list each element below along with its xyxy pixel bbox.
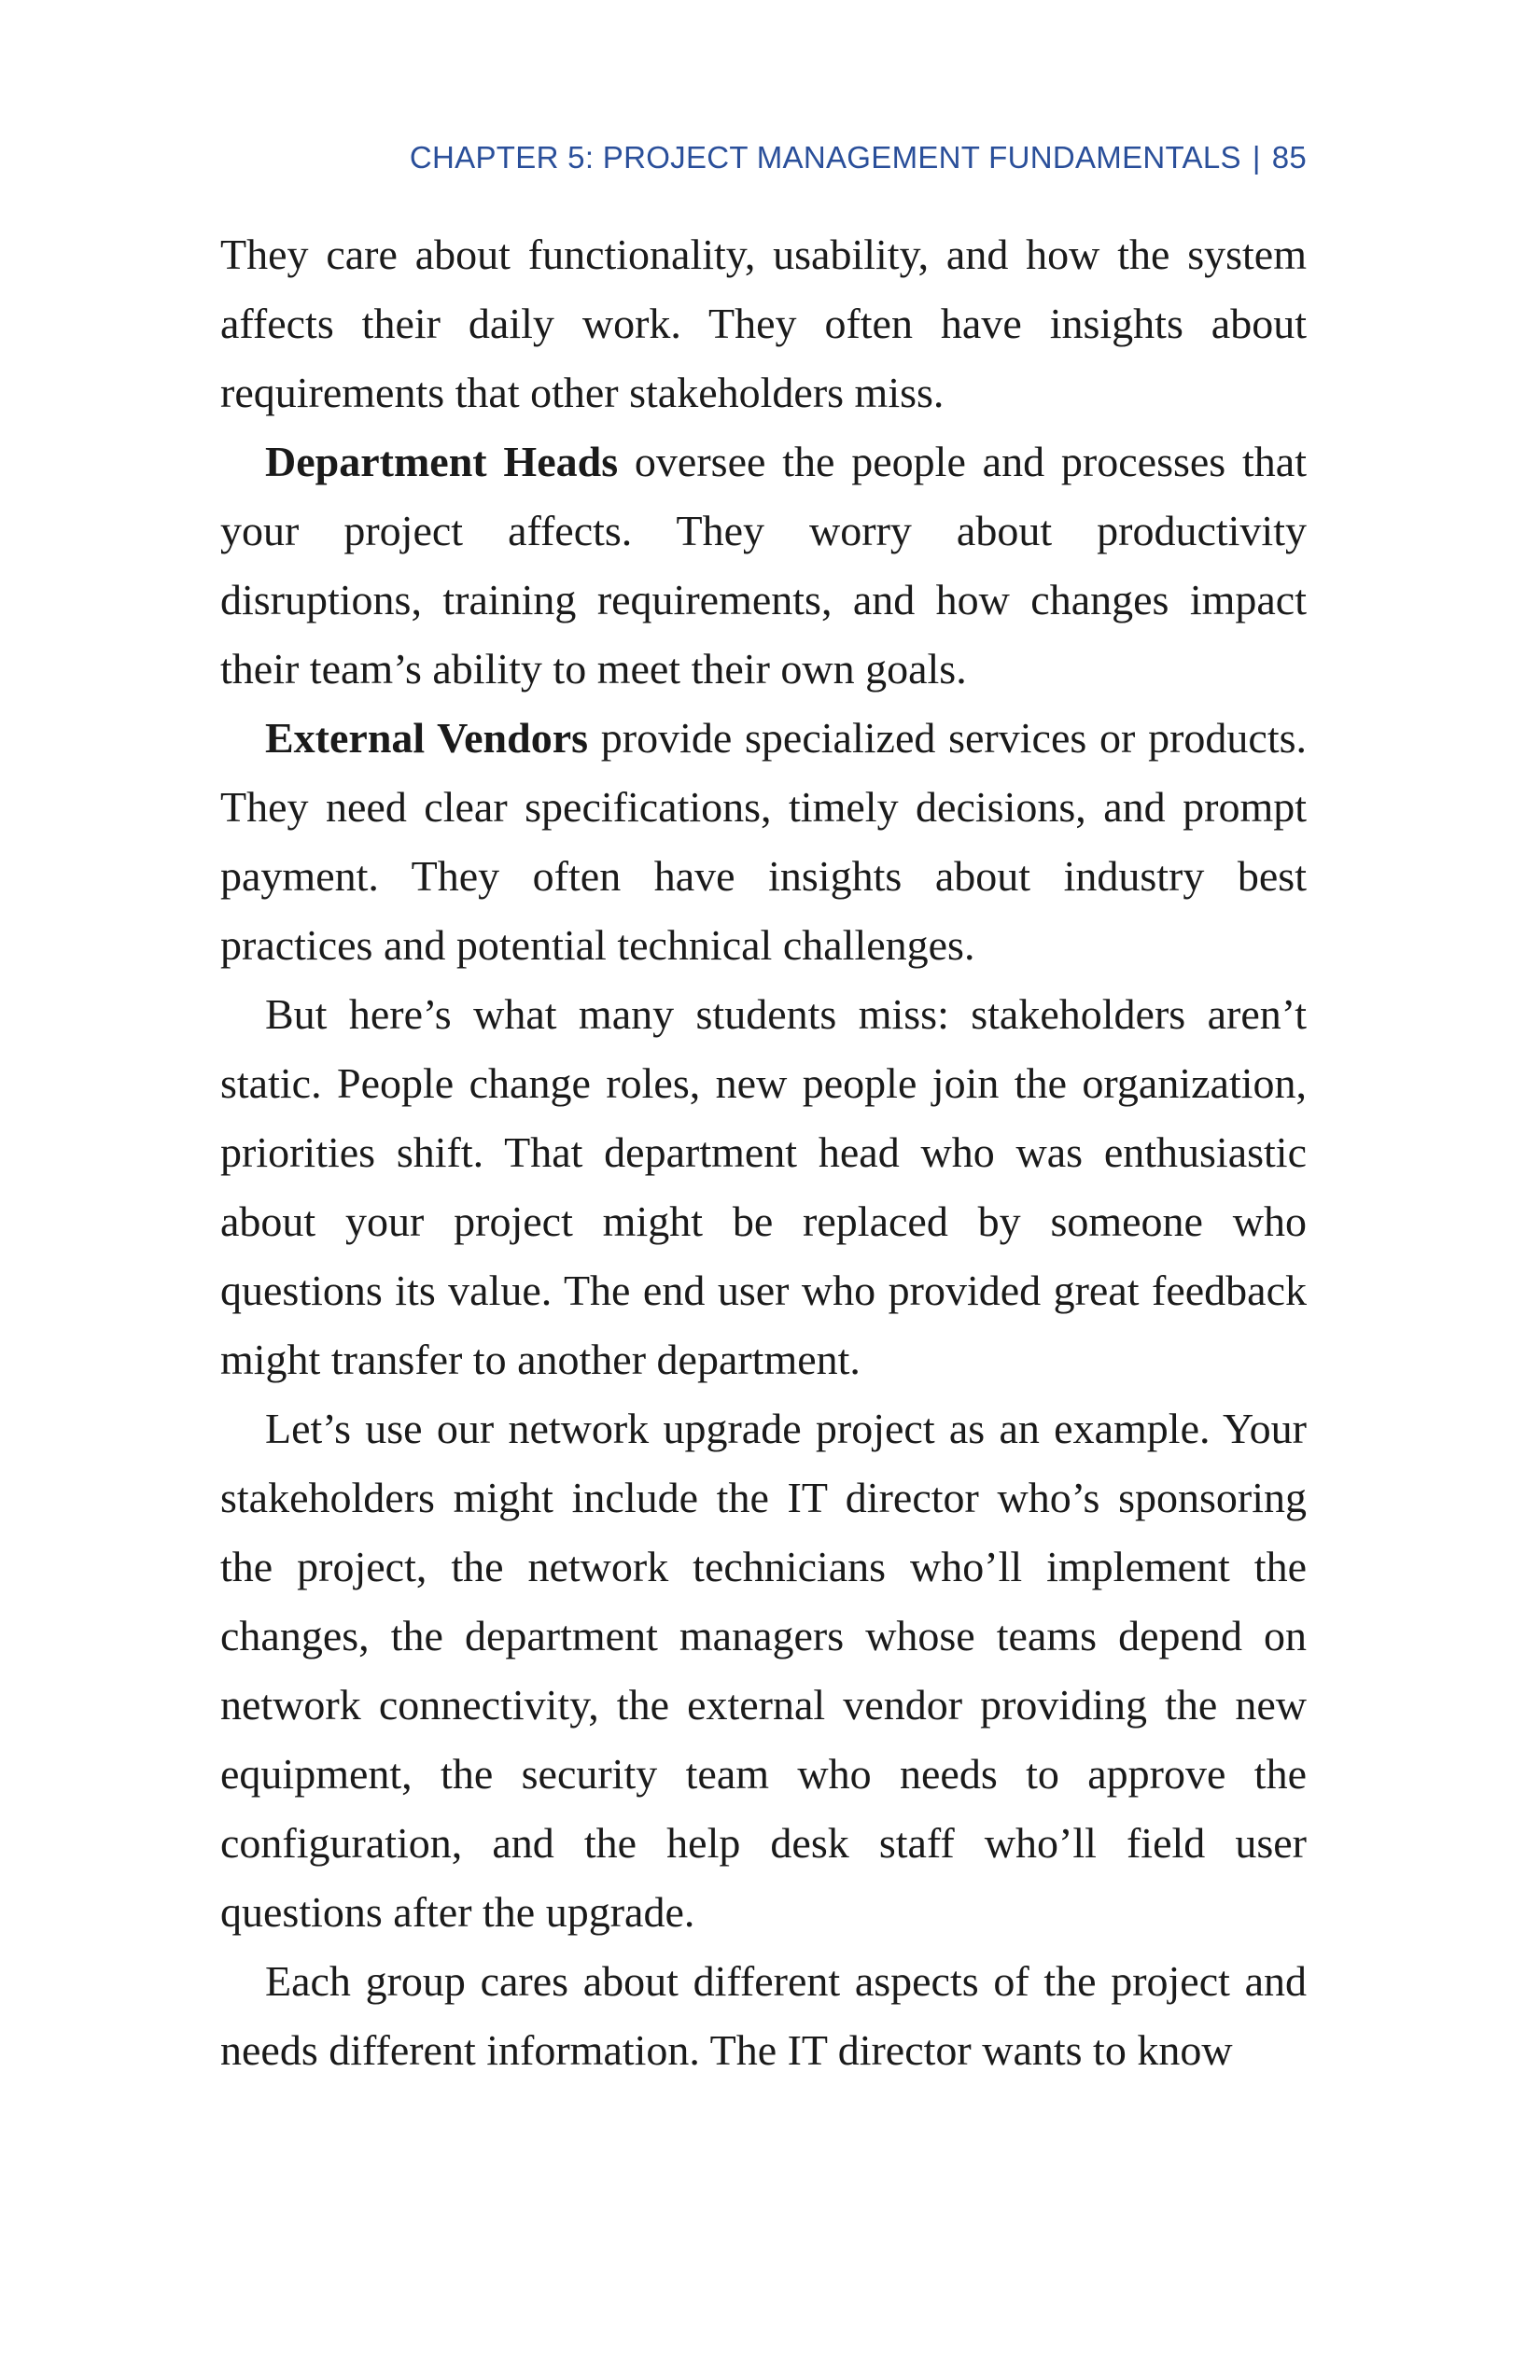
running-header xyxy=(220,140,1307,175)
paragraph-continuation xyxy=(220,220,1307,427)
paragraph-text: oversee the people and processes that your project affects. They worry about productivity disruptions, training requirements, and how changes impact their team’s ability to meet their own goals. xyxy=(220,438,1308,693)
paragraph-text: provide specialized services or products. They need clear specifications, timely decisions, and prompt payment. They often have insights about industry best practices and potential technical challenges. xyxy=(220,714,1307,969)
paragraph-department-heads xyxy=(220,427,1307,704)
term-department-heads: Department Heads xyxy=(265,438,619,485)
paragraph-text: They care about functionality, usability, and how the system affects their daily work. They often have insights about requirements that other stakeholders miss. xyxy=(220,231,1307,416)
paragraph-text: Let’s use our network upgrade project as an example. Your stakeholders might include the IT director who’s sponsoring the project, the network technicians who’ll implement the changes, the department managers whose teams depend on network connectivity, the external vendor providing the new equipment, the security team who needs to approve the configuration, and the help desk staff who’ll field user questions after the upgrade. xyxy=(220,1405,1307,1936)
paragraph-external-vendors xyxy=(220,704,1307,980)
paragraph-text: Each group cares about different aspects of the project and needs different information. The IT director wants to know xyxy=(220,1957,1307,2074)
paragraph-text: But here’s what many students miss: stakeholders aren’t static. People change roles, new people join the organization, priorities shift. That department head who was enthusiastic about your project might be replaced by someone who questions its value. The end user who provided great feedback might transfer to another department. xyxy=(220,990,1307,1383)
chapter-title: CHAPTER 5: PROJECT MANAGEMENT FUNDAMENTALS xyxy=(409,140,1241,175)
term-external-vendors: External Vendors xyxy=(265,714,589,762)
paragraph-each-group xyxy=(220,1947,1307,2085)
header-separator: | xyxy=(1252,140,1261,175)
paragraph-stakeholders-change xyxy=(220,980,1307,1394)
page-number: 85 xyxy=(1271,140,1307,175)
paragraph-network-example xyxy=(220,1394,1307,1947)
body-text xyxy=(220,220,1307,2085)
